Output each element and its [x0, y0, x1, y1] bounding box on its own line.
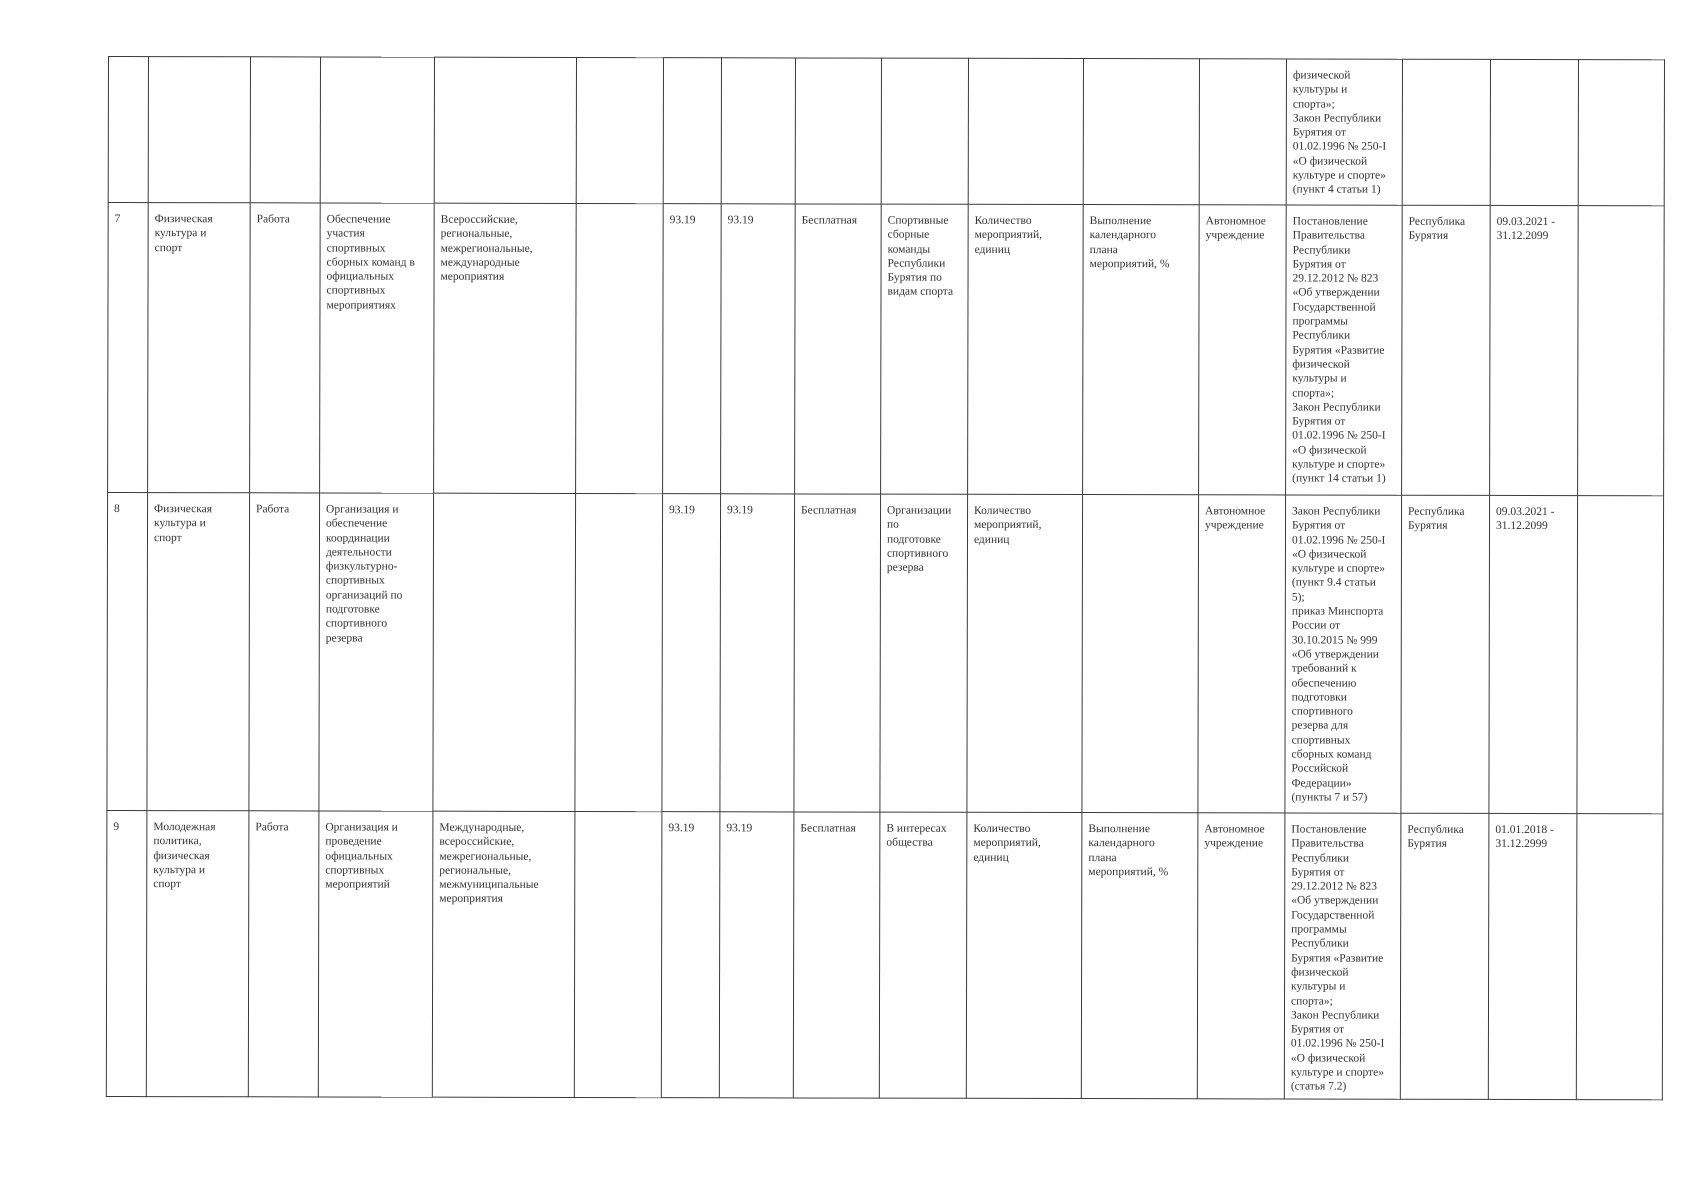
activity-sphere-text: Молодежная политика, физическая культура и спорт [153, 821, 216, 891]
cell-okved-2 [719, 812, 794, 1098]
registry-table [106, 56, 1665, 1100]
institution-type-text: Автономное учреждение [1205, 215, 1266, 242]
cell-institution-type [1197, 813, 1285, 1099]
payment-text: Бесплатная [800, 822, 856, 835]
cell-consumers [879, 812, 967, 1098]
cell-type [248, 811, 319, 1097]
num-text: 9 [113, 821, 120, 834]
num-text: 8 [114, 503, 120, 516]
volume-indicator-text: Количество мероприятий, единиц [974, 214, 1043, 256]
cell-payment [795, 204, 882, 494]
cell-period [1488, 813, 1577, 1099]
legal-basis-text: Закон Республики Бурятия от 01.02.1996 № 250-I «О физической культуре и спорте» (пункт 9.4 статьи 5); приказ Минспорта России от 30.10.2015 № 999 «Об утверждении требований к обеспечению подготовки спортивного резерва для спортивных сборных команд Российской Федерации» (пункты 7 и 57) [1291, 505, 1386, 804]
period-text: 01.01.2018 - 31.12.2999 [1495, 823, 1554, 851]
cell-region [1401, 495, 1490, 813]
region-text: Республика Бурятия [1408, 215, 1466, 243]
period-text: 09.03.2021 - 31.12.2099 [1496, 215, 1556, 243]
table-row [107, 493, 1664, 814]
cell-content [434, 57, 576, 203]
content-text: Международные, всероссийские, межрегиональные, региональные, межмуниципальные мероприятия [439, 821, 539, 906]
cell-institution-type [1199, 59, 1286, 205]
cell-period [1490, 59, 1578, 205]
type-text: Работа [255, 821, 289, 834]
activity-sphere-text: Физическая культура и спорт [153, 503, 213, 544]
cell-legal-basis [1286, 205, 1403, 495]
table-row [108, 57, 1664, 206]
cell-volume-indicator [967, 494, 1083, 812]
legal-basis-text: физической культуры и спорта»; Закон Республики Бурятия от 01.02.1996 № 250-I «О физической культуре и спорте» (пункт 4 статьи 1) [1292, 69, 1387, 197]
cell-volume-indicator [968, 204, 1084, 494]
okved-1-text: 93.19 [669, 504, 695, 517]
cell-num [107, 493, 148, 811]
okved-2-text: 93.19 [727, 214, 754, 227]
cell-num [108, 57, 148, 203]
cell-consumers [881, 204, 969, 494]
cell-num [106, 810, 147, 1096]
okved-1-text: 93.19 [669, 214, 696, 227]
cell-institution-type [1199, 205, 1287, 495]
volume-indicator-text: Количество мероприятий, единиц [973, 504, 1042, 546]
cell-okved-1 [663, 204, 722, 494]
cell-okved-2 [720, 494, 795, 812]
cell-activity-sphere [148, 203, 251, 493]
okved-1-text: 93.19 [668, 822, 695, 835]
cell-volume-indicator [966, 812, 1082, 1098]
table-row [106, 810, 1663, 1099]
cell-region [1402, 59, 1490, 205]
name-text: Обеспечение участия спортивных сборных команд в официальных спортивных мероприятиях [326, 213, 415, 312]
cell-region [1402, 205, 1491, 495]
cell-blank [576, 57, 663, 203]
activity-sphere-text: Физическая культура и спорт [154, 213, 213, 254]
cell-period [1490, 205, 1579, 495]
cell-quality-indicator [1082, 495, 1199, 813]
cell-num [108, 203, 149, 493]
cell-okved-1 [661, 812, 720, 1098]
type-text: Работа [256, 503, 290, 516]
legal-basis-text: Постановление Правительства Республики Бурятия от 29.12.2012 № 823 «Об утверждении Государственной программы Республики Бурятия «Развитие физической культуры и спорта»; Закон Республики Бурятия от 01.02.1996 № 250-I «О физической культуре и спорте» (пункт 14 статьи 1) [1292, 215, 1386, 486]
cell-type [250, 203, 321, 493]
cell-name [319, 493, 434, 811]
cell-payment [795, 58, 881, 204]
cell-volume-indicator [968, 58, 1083, 204]
cell-quality-indicator [1083, 59, 1199, 205]
cell-quality-indicator [1081, 813, 1198, 1099]
cell-type [250, 57, 320, 203]
region-text: Республика Бурятия [1408, 505, 1465, 533]
cell-legal-basis [1284, 813, 1401, 1099]
name-text: Организация и проведение официальных спортивных мероприятий [325, 821, 398, 891]
cell-name [320, 57, 434, 203]
cell-activity-sphere [147, 493, 250, 811]
region-text: Республика Бурятия [1407, 823, 1464, 851]
payment-text: Бесплатная [801, 504, 857, 517]
consumers-text: Организации по подготовке спортивного резерва [886, 504, 952, 574]
payment-text: Бесплатная [801, 214, 858, 227]
cell-consumers [881, 58, 968, 204]
cell-payment [794, 494, 881, 812]
name-text: Организация и обеспечение координации деятельности физкультурно- спортивных организаций по подготовке спортивного резерва [325, 503, 403, 645]
cell-quality-indicator [1083, 205, 1200, 495]
cell-okved-2 [721, 58, 795, 204]
cell-period [1489, 495, 1578, 813]
registry-table-body [106, 57, 1664, 1100]
cell-okved-1 [663, 58, 721, 204]
cell-legal-basis [1286, 59, 1402, 205]
table-row [108, 203, 1665, 496]
cell-consumers [880, 494, 968, 812]
cell-activity-sphere [148, 57, 250, 203]
period-text: 09.03.2021 - 31.12.2099 [1496, 505, 1555, 533]
cell-name [320, 203, 435, 493]
consumers-text: В интересах общества [886, 822, 947, 850]
cell-last [1577, 496, 1664, 814]
okved-2-text: 93.19 [727, 504, 753, 517]
cell-blank [575, 493, 663, 811]
cell-last [1578, 60, 1664, 206]
cell-content [434, 203, 577, 493]
institution-type-text: Автономное учреждение [1204, 823, 1265, 850]
cell-last [1576, 814, 1663, 1100]
cell-okved-1 [662, 494, 721, 812]
cell-activity-sphere [146, 811, 249, 1097]
type-text: Работа [256, 213, 290, 226]
quality-indicator-text: Выполнение календарного плана мероприятий, % [1088, 823, 1169, 879]
cell-type [249, 493, 320, 811]
legal-basis-text: Постановление Правительства Республики Бурятия от 29.12.2012 № 823 «Об утверждении Государственной программы Республики Бурятия «Развитие физической культуры и спорта»; Закон Республики Бурятия от 01.02.1996 № 250-I «О физической культуре и спорте» (статья 7.2) [1290, 823, 1385, 1093]
volume-indicator-text: Количество мероприятий, единиц [973, 822, 1041, 864]
cell-content [433, 493, 576, 811]
cell-blank [574, 811, 662, 1097]
cell-blank [576, 203, 664, 493]
institution-type-text: Автономное учреждение [1205, 505, 1266, 532]
cell-last [1578, 206, 1665, 496]
content-text: Всероссийские, региональные, межрегиональные, международные мероприятия [440, 213, 533, 284]
cell-institution-type [1198, 495, 1286, 813]
cell-region [1400, 813, 1489, 1099]
consumers-text: Спортивные сборные команды Республики Бурятия по видам спорта [887, 214, 954, 299]
quality-indicator-text: Выполнение календарного плана мероприятий, % [1089, 215, 1170, 271]
num-text: 7 [114, 213, 121, 226]
cell-legal-basis [1285, 495, 1402, 813]
cell-content [432, 811, 575, 1097]
cell-payment [793, 812, 880, 1098]
cell-name [318, 811, 433, 1097]
okved-2-text: 93.19 [726, 822, 753, 835]
cell-okved-2 [721, 204, 796, 494]
